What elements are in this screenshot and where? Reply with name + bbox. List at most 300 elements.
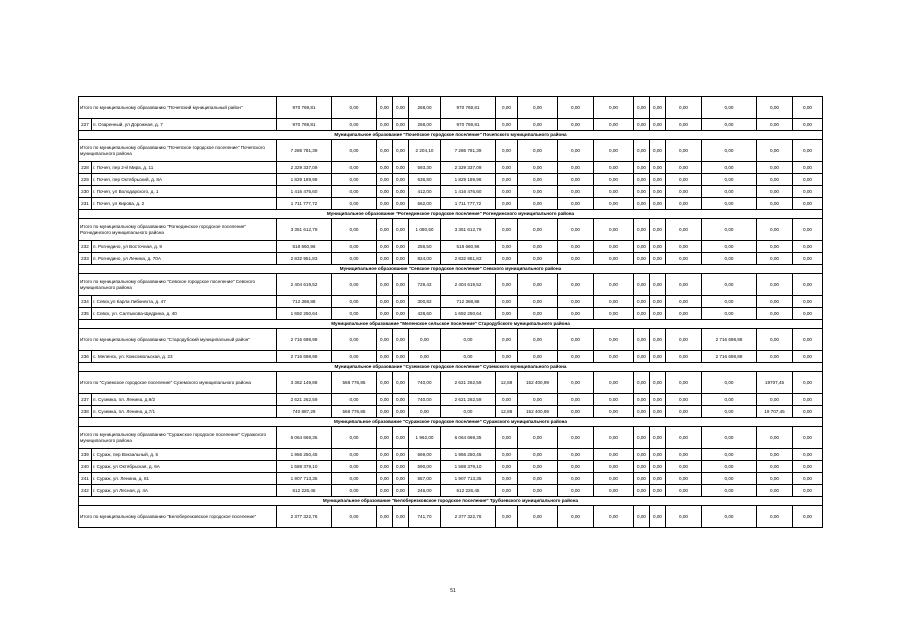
value-cell: 0,00	[409, 351, 441, 363]
address-cell: г. Севск, ул. Салтыкова-Щедрина, д. 40	[92, 308, 277, 320]
value-cell: 0,00	[634, 140, 650, 162]
value-cell: 0,00	[634, 296, 650, 308]
value-cell: 0,00	[518, 119, 558, 131]
value-cell: 0,00	[793, 241, 823, 253]
value-cell: 0,00	[666, 351, 702, 363]
total-row	[79, 427, 823, 449]
value-cell: 0,00	[377, 329, 393, 351]
value-cell: 0,00	[332, 473, 377, 485]
value-cell: 0,00	[496, 461, 518, 473]
value-cell: 712 368,88	[441, 296, 496, 308]
value-cell: 0,00	[757, 473, 793, 485]
value-cell: 2 832 951,83	[441, 253, 496, 265]
value-cell: 0,00	[594, 119, 634, 131]
value-cell: 0,00	[757, 485, 793, 497]
value-cell: 970 769,81	[441, 119, 496, 131]
value-cell: 0,00	[377, 406, 393, 418]
value-cell: 0,00	[702, 174, 757, 186]
value-cell: 0,00	[634, 162, 650, 174]
row-number: 237	[79, 394, 92, 406]
value-cell: 1 907 713,35	[441, 473, 496, 485]
row-number: 229	[79, 174, 92, 186]
value-cell: 0,00	[650, 427, 666, 449]
section-header-row	[79, 320, 823, 329]
total-row	[79, 329, 823, 351]
address-cell: п. Суземка, пл. Ленина, д.9/2	[92, 394, 277, 406]
value-cell: 0,00	[666, 253, 702, 265]
section-title: Муниципальное образование "Рогнединское городское поселение" Рогнединского муниципального района	[79, 210, 823, 219]
value-cell: 0,00	[518, 394, 558, 406]
value-cell: 0,00	[332, 186, 377, 198]
value-cell: 268,00	[409, 119, 441, 131]
value-cell: 0,00	[757, 186, 793, 198]
value-cell: 0,00	[757, 219, 793, 241]
value-cell: 2 621 262,59	[441, 394, 496, 406]
value-cell: 0,00	[558, 174, 594, 186]
table-row	[79, 473, 823, 485]
value-cell: 0,00	[793, 372, 823, 394]
value-cell: 0,00	[793, 406, 823, 418]
value-cell: 0,00	[377, 162, 393, 174]
value-cell: 568 776,85	[332, 406, 377, 418]
value-cell: 0,00	[393, 449, 409, 461]
value-cell: 0,00	[377, 241, 393, 253]
value-cell: 0,00	[793, 198, 823, 210]
value-cell: 0,00	[757, 274, 793, 296]
value-cell: 0,00	[393, 296, 409, 308]
value-cell: 0,00	[518, 253, 558, 265]
table-row	[79, 394, 823, 406]
value-cell: 0,00	[393, 140, 409, 162]
table-row	[79, 406, 823, 418]
address-cell: п. Рогнедино, ул Восточная, д. 9	[92, 241, 277, 253]
address-cell: г. Почеп, пер 2-й Мира, д. 11	[92, 162, 277, 174]
row-number: 242	[79, 485, 92, 497]
value-cell: 0,00	[634, 274, 650, 296]
value-cell: 0,00	[496, 329, 518, 351]
value-cell: 0,00	[496, 427, 518, 449]
table-row	[79, 449, 823, 461]
value-cell: 0,00	[650, 174, 666, 186]
total-row	[79, 506, 823, 528]
value-cell: 612 226,45	[277, 485, 332, 497]
value-cell: 0,00	[793, 186, 823, 198]
value-cell: 0,00	[558, 186, 594, 198]
value-cell: 0,00	[702, 406, 757, 418]
value-cell: 0,00	[650, 296, 666, 308]
value-cell: 0,00	[496, 140, 518, 162]
value-cell: 2 716 698,98	[702, 351, 757, 363]
value-cell: 0,00	[594, 174, 634, 186]
value-cell: 0,00	[377, 186, 393, 198]
value-cell: 0,00	[496, 274, 518, 296]
value-cell: 12,88	[496, 406, 518, 418]
address-cell: г. Почеп, ул Кирова, д. 2	[92, 198, 277, 210]
value-cell: 0,00	[496, 219, 518, 241]
value-cell: 1 416 476,60	[441, 186, 496, 198]
row-number: 240	[79, 461, 92, 473]
value-cell: 0,00	[393, 97, 409, 119]
value-cell: 0,00	[594, 186, 634, 198]
row-number: 239	[79, 449, 92, 461]
value-cell: 0,00	[518, 186, 558, 198]
value-cell: 0,00	[594, 140, 634, 162]
value-cell: 0,00	[393, 372, 409, 394]
value-cell: 0,00	[757, 461, 793, 473]
total-label: Итого по муниципальному образованию "Стародубский муниципальный район"	[79, 329, 277, 351]
value-cell: 0,00	[496, 162, 518, 174]
value-cell: 0,00	[666, 506, 702, 528]
value-cell: 0,00	[377, 372, 393, 394]
value-cell: 0,00	[666, 241, 702, 253]
value-cell: 0,00	[650, 506, 666, 528]
value-cell: 0,00	[634, 473, 650, 485]
page-number: 51	[450, 588, 456, 594]
value-cell: 0,00	[666, 296, 702, 308]
value-cell: 0,00	[634, 506, 650, 528]
value-cell: 0,00	[332, 162, 377, 174]
value-cell: 0,00	[634, 449, 650, 461]
value-cell: 0,00	[793, 119, 823, 131]
value-cell: 0,00	[332, 241, 377, 253]
value-cell: 729,42	[409, 274, 441, 296]
value-cell: 0,00	[332, 461, 377, 473]
value-cell: 0,00	[496, 394, 518, 406]
value-cell: 0,00	[702, 308, 757, 320]
value-cell: 0,00	[757, 394, 793, 406]
value-cell: 0,00	[393, 274, 409, 296]
total-label: Итого по муниципальному образованию "Суражское городское поселение" Суражского муниципального района	[79, 427, 277, 449]
value-cell: 557,00	[409, 473, 441, 485]
value-cell: 6 064 669,35	[441, 427, 496, 449]
value-cell: 0,00	[757, 308, 793, 320]
table-row	[79, 253, 823, 265]
value-cell: 0,00	[634, 406, 650, 418]
value-cell: 0,00	[332, 351, 377, 363]
value-cell: 0,00	[558, 427, 594, 449]
value-cell: 0,00	[666, 198, 702, 210]
value-cell: 0,00	[393, 241, 409, 253]
value-cell: 0,00	[332, 219, 377, 241]
value-cell: 0,00	[496, 473, 518, 485]
table-row	[79, 308, 823, 320]
value-cell: 0,00	[793, 329, 823, 351]
address-cell: г. Сураж, ул Октябрьская, д. 9А	[92, 461, 277, 473]
value-cell: 0,00	[594, 97, 634, 119]
value-cell: 0,00	[757, 329, 793, 351]
section-header-row	[79, 363, 823, 372]
value-cell: 0,00	[496, 97, 518, 119]
value-cell: 0,00	[666, 427, 702, 449]
value-cell: 2 329 337,09	[277, 162, 332, 174]
value-cell: 0,00	[332, 296, 377, 308]
value-cell: 0,00	[558, 97, 594, 119]
value-cell: 0,00	[634, 372, 650, 394]
section-header-row	[79, 497, 823, 506]
value-cell: 0,00	[702, 140, 757, 162]
value-cell: 0,00	[332, 274, 377, 296]
value-cell: 0,00	[634, 198, 650, 210]
total-row	[79, 140, 823, 162]
value-cell: 2 832 951,83	[277, 253, 332, 265]
value-cell: 0,00	[702, 186, 757, 198]
value-cell: 0,00	[377, 219, 393, 241]
value-cell: 0,00	[650, 351, 666, 363]
value-cell: 0,00	[793, 219, 823, 241]
value-cell: 0,00	[558, 485, 594, 497]
value-cell: 0,00	[634, 351, 650, 363]
value-cell: 0,00	[377, 140, 393, 162]
value-cell: 0,00	[793, 140, 823, 162]
value-cell: 0,00	[594, 274, 634, 296]
address-cell: г. Сураж, ул. Ленина, д. 81	[92, 473, 277, 485]
value-cell: 0,00	[332, 198, 377, 210]
value-cell: 0,00	[558, 119, 594, 131]
value-cell: 0,00	[650, 186, 666, 198]
value-cell: 0,00	[702, 485, 757, 497]
value-cell: 0,00	[377, 427, 393, 449]
row-number: 230	[79, 186, 92, 198]
value-cell: 0,00	[666, 473, 702, 485]
value-cell: 0,00	[757, 198, 793, 210]
value-cell: 0,00	[393, 427, 409, 449]
value-cell: 740,00	[409, 394, 441, 406]
row-number: 227	[79, 119, 92, 131]
value-cell: 0,00	[793, 308, 823, 320]
value-cell: 0,00	[377, 296, 393, 308]
value-cell: 0,00	[634, 394, 650, 406]
table-row	[79, 186, 823, 198]
value-cell: 0,00	[634, 461, 650, 473]
value-cell: 0,00	[518, 308, 558, 320]
value-cell: 1 711 777,72	[277, 198, 332, 210]
value-cell: 0,00	[793, 274, 823, 296]
value-cell: 1 080,50	[409, 219, 441, 241]
value-cell: 0,00	[650, 253, 666, 265]
value-cell: 1 692 250,64	[441, 308, 496, 320]
value-cell: 741,70	[409, 506, 441, 528]
total-label: Итого по муниципальному образованию "Почепский муниципальный район"	[79, 97, 277, 119]
value-cell: 0,00	[377, 119, 393, 131]
value-cell: 0,00	[496, 351, 518, 363]
value-cell: 824,00	[409, 253, 441, 265]
value-cell: 0,00	[332, 97, 377, 119]
table-row	[79, 162, 823, 174]
value-cell: 0,00	[496, 119, 518, 131]
value-cell: 0,00	[650, 219, 666, 241]
value-cell: 0,00	[393, 506, 409, 528]
value-cell: 0,00	[702, 97, 757, 119]
value-cell: 0,00	[757, 427, 793, 449]
value-cell: 0,00	[634, 97, 650, 119]
value-cell: 612 226,45	[441, 485, 496, 497]
value-cell: 0,00	[757, 506, 793, 528]
value-cell: 0,00	[594, 296, 634, 308]
value-cell: 0,00	[650, 485, 666, 497]
value-cell: 0,00	[558, 506, 594, 528]
value-cell: 0,00	[793, 473, 823, 485]
value-cell: 0,00	[518, 427, 558, 449]
value-cell: 0,00	[441, 406, 496, 418]
value-cell: 0,00	[634, 253, 650, 265]
value-cell: 0,00	[332, 449, 377, 461]
address-cell: г. Сураж, пер Вокзальный, д. 5	[92, 449, 277, 461]
value-cell: 0,00	[666, 485, 702, 497]
section-title: Муниципальное образование "Меленское сельское поселение" Стародубского муниципального района	[79, 320, 823, 329]
value-cell: 0,00	[634, 219, 650, 241]
table-row	[79, 461, 823, 473]
total-label: Итого по муниципальному образованию "Севское городское поселение" Севского муниципального района	[79, 274, 277, 296]
value-cell: 0,00	[377, 473, 393, 485]
value-cell: 0,00	[594, 506, 634, 528]
value-cell: 593,30	[409, 162, 441, 174]
table-row	[79, 198, 823, 210]
section-title: Муниципальное образование "Суражское городское поселение" Суражского муниципального района	[79, 418, 823, 427]
value-cell: 2 204,10	[409, 140, 441, 162]
value-cell: 0,00	[377, 449, 393, 461]
value-cell: 0,00	[702, 506, 757, 528]
table-row	[79, 241, 823, 253]
address-cell: г. Почеп, ул Володарского, д. 1	[92, 186, 277, 198]
total-row	[79, 372, 823, 394]
value-cell: 0,00	[409, 329, 441, 351]
value-cell: 2 404 619,52	[441, 274, 496, 296]
value-cell: 0,00	[518, 296, 558, 308]
value-cell: 0,00	[650, 473, 666, 485]
value-cell: 0,00	[650, 198, 666, 210]
value-cell: 0,00	[393, 119, 409, 131]
value-cell: 0,00	[518, 506, 558, 528]
value-cell: 1 829 189,98	[441, 174, 496, 186]
value-cell: 0,00	[793, 461, 823, 473]
value-cell: 0,00	[594, 198, 634, 210]
total-label: Итого по "Суземское городское поселение" Суземского муниципального района	[79, 372, 277, 394]
value-cell: 0,00	[558, 253, 594, 265]
value-cell: 152 400,99	[518, 372, 558, 394]
value-cell: 0,00	[594, 427, 634, 449]
value-cell: 0,00	[393, 485, 409, 497]
value-cell: 0,00	[666, 119, 702, 131]
value-cell: 2 621 262,59	[441, 372, 496, 394]
address-cell: п. Рогнедино, ул Ленина, д. 70А	[92, 253, 277, 265]
value-cell: 0,00	[518, 449, 558, 461]
value-cell: 0,00	[634, 329, 650, 351]
value-cell: 0,00	[594, 253, 634, 265]
table-row	[79, 119, 823, 131]
value-cell: 0,00	[332, 308, 377, 320]
value-cell: 0,00	[702, 427, 757, 449]
value-cell: 740 887,29	[277, 406, 332, 418]
value-cell: 7 286 781,39	[441, 140, 496, 162]
value-cell: 0,00	[393, 174, 409, 186]
value-cell: 0,00	[594, 406, 634, 418]
value-cell: 0,00	[558, 140, 594, 162]
value-cell: 152 400,99	[518, 406, 558, 418]
value-cell: 0,00	[393, 394, 409, 406]
value-cell: 569,00	[409, 449, 441, 461]
value-cell: 12,88	[496, 372, 518, 394]
value-cell: 518 660,96	[277, 241, 332, 253]
value-cell: 0,00	[558, 296, 594, 308]
value-cell: 2 716 698,98	[702, 329, 757, 351]
value-cell: 0,00	[757, 97, 793, 119]
value-cell: 0,00	[518, 473, 558, 485]
value-cell: 0,00	[702, 198, 757, 210]
value-cell: 712 368,88	[277, 296, 332, 308]
section-header-row	[79, 131, 823, 140]
value-cell: 0,00	[793, 296, 823, 308]
value-cell: 0,00	[594, 162, 634, 174]
value-cell: 2 404 619,52	[277, 274, 332, 296]
value-cell: 0,00	[666, 174, 702, 186]
value-cell: 0,00	[594, 219, 634, 241]
value-cell: 0,00	[650, 274, 666, 296]
value-cell: 0,00	[377, 274, 393, 296]
value-cell: 0,00	[558, 473, 594, 485]
value-cell: 0,00	[558, 308, 594, 320]
value-cell: 0,00	[377, 485, 393, 497]
value-cell: 0,00	[793, 97, 823, 119]
value-cell: 0,00	[558, 274, 594, 296]
section-header-row	[79, 210, 823, 219]
value-cell: 0,00	[393, 308, 409, 320]
value-cell: 0,00	[793, 506, 823, 528]
value-cell: 0,00	[393, 253, 409, 265]
value-cell: 0,00	[793, 449, 823, 461]
row-number: 232	[79, 241, 92, 253]
value-cell: 0,00	[558, 351, 594, 363]
value-cell: 0,00	[702, 296, 757, 308]
value-cell: 0,00	[377, 394, 393, 406]
value-cell: 0,00	[558, 219, 594, 241]
value-cell: 0,00	[332, 485, 377, 497]
value-cell: 1 711 777,72	[441, 198, 496, 210]
value-cell: 0,00	[518, 140, 558, 162]
value-cell: 0,00	[558, 329, 594, 351]
value-cell: 0,00	[518, 174, 558, 186]
value-cell: 0,00	[377, 506, 393, 528]
value-cell: 0,00	[594, 308, 634, 320]
value-cell: 970 769,81	[441, 97, 496, 119]
value-cell: 0,00	[666, 329, 702, 351]
value-cell: 0,00	[650, 406, 666, 418]
value-cell: 0,00	[496, 506, 518, 528]
value-cell: 0,00	[518, 461, 558, 473]
value-cell: 0,00	[793, 253, 823, 265]
value-cell: 0,00	[666, 140, 702, 162]
value-cell: 0,00	[793, 174, 823, 186]
value-cell: 0,00	[332, 140, 377, 162]
value-cell: 1 692 250,64	[277, 308, 332, 320]
value-cell: 0,00	[594, 485, 634, 497]
value-cell: 1 588 379,10	[441, 461, 496, 473]
value-cell: 0,00	[757, 241, 793, 253]
table-row	[79, 296, 823, 308]
value-cell: 0,00	[757, 449, 793, 461]
value-cell: 0,00	[558, 461, 594, 473]
value-cell: 0,00	[650, 97, 666, 119]
value-cell: 0,00	[496, 241, 518, 253]
value-cell: 2 329 337,09	[441, 162, 496, 174]
value-cell: 2 377 322,76	[277, 506, 332, 528]
value-cell: 0,00	[558, 406, 594, 418]
value-cell: 0,00	[377, 253, 393, 265]
value-cell: 0,00	[757, 174, 793, 186]
value-cell: 1 956 250,45	[277, 449, 332, 461]
value-cell: 428,60	[409, 308, 441, 320]
value-cell: 0,00	[634, 186, 650, 198]
value-cell: 0,00	[650, 308, 666, 320]
